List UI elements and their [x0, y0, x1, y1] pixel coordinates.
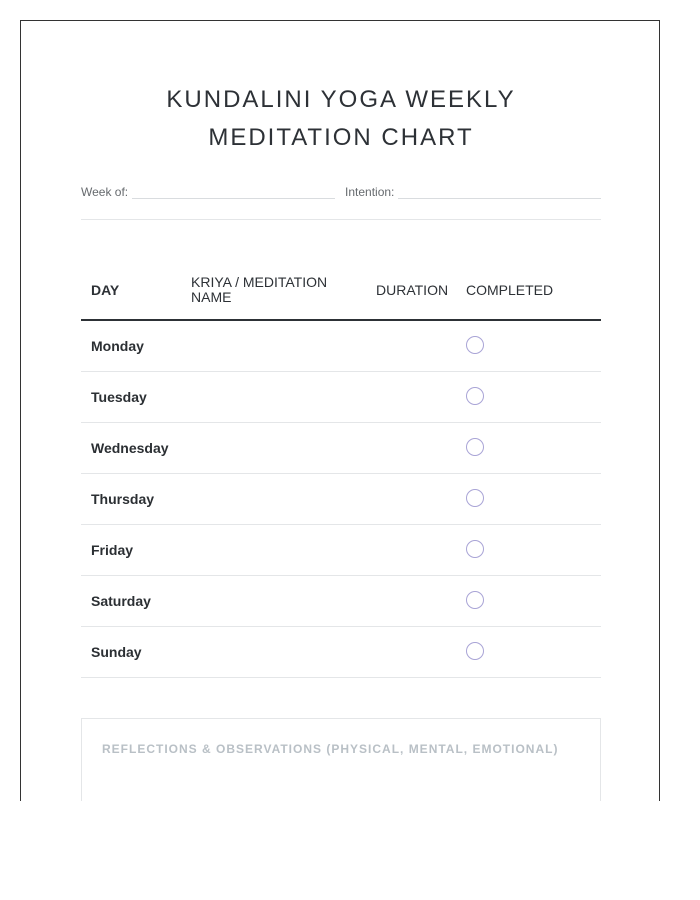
page-title-line-1: KUNDALINI YOGA WEEKLY	[166, 86, 516, 113]
completed-checkbox[interactable]	[466, 336, 484, 354]
intention-label: Intention:	[345, 185, 395, 199]
header-kriya-name: KRIYA / MEDITATION NAME	[191, 274, 328, 305]
reflections-box	[81, 718, 601, 801]
page-title	[21, 81, 660, 157]
weekly-table	[81, 261, 601, 678]
duration-cell[interactable]	[376, 433, 456, 463]
intention-input-line[interactable]	[398, 186, 601, 199]
kriya-name-cell[interactable]	[191, 382, 361, 412]
table-row	[81, 474, 601, 525]
table-row	[81, 372, 601, 423]
day-cell: Tuesday	[91, 389, 147, 405]
day-cell: Thursday	[91, 491, 155, 507]
duration-cell[interactable]	[376, 535, 456, 565]
completed-checkbox[interactable]	[466, 489, 484, 507]
completed-checkbox[interactable]	[466, 387, 484, 405]
kriya-name-cell[interactable]	[191, 637, 361, 667]
duration-cell[interactable]	[376, 586, 456, 616]
kriya-name-cell[interactable]	[191, 586, 361, 616]
completed-checkbox[interactable]	[466, 540, 484, 558]
kriya-name-cell[interactable]	[191, 535, 361, 565]
kriya-name-cell[interactable]	[191, 331, 361, 361]
intention-field[interactable]	[345, 179, 601, 199]
page-title-line-2: MEDITATION CHART	[208, 124, 474, 151]
completed-checkbox[interactable]	[466, 591, 484, 609]
day-cell: Friday	[91, 542, 134, 558]
table-row	[81, 576, 601, 627]
header-duration: DURATION	[376, 282, 449, 298]
kriya-name-cell[interactable]	[191, 484, 361, 514]
day-cell: Saturday	[91, 593, 151, 609]
table-row	[81, 525, 601, 576]
table-row	[81, 423, 601, 474]
duration-cell[interactable]	[376, 484, 456, 514]
day-cell: Sunday	[91, 644, 142, 660]
week-of-field[interactable]	[81, 179, 335, 199]
header-day: DAY	[91, 282, 120, 298]
table-row	[81, 627, 601, 678]
completed-checkbox[interactable]	[466, 642, 484, 660]
reflections-label: REFLECTIONS & OBSERVATIONS (PHYSICAL, MENTAL, EMOTIONAL)	[102, 742, 559, 756]
week-of-label: Week of:	[81, 185, 129, 199]
meta-row	[81, 179, 601, 220]
meditation-chart-sheet	[20, 20, 660, 801]
header-completed: COMPLETED	[466, 282, 554, 298]
duration-cell[interactable]	[376, 331, 456, 361]
completed-checkbox[interactable]	[466, 438, 484, 456]
day-cell: Wednesday	[91, 440, 169, 456]
reflections-text-area[interactable]	[102, 763, 582, 801]
kriya-name-cell[interactable]	[191, 433, 361, 463]
duration-cell[interactable]	[376, 382, 456, 412]
table-row	[81, 321, 601, 372]
duration-cell[interactable]	[376, 637, 456, 667]
day-cell: Monday	[91, 338, 144, 354]
week-of-input-line[interactable]	[132, 186, 335, 199]
table-header	[81, 261, 601, 321]
